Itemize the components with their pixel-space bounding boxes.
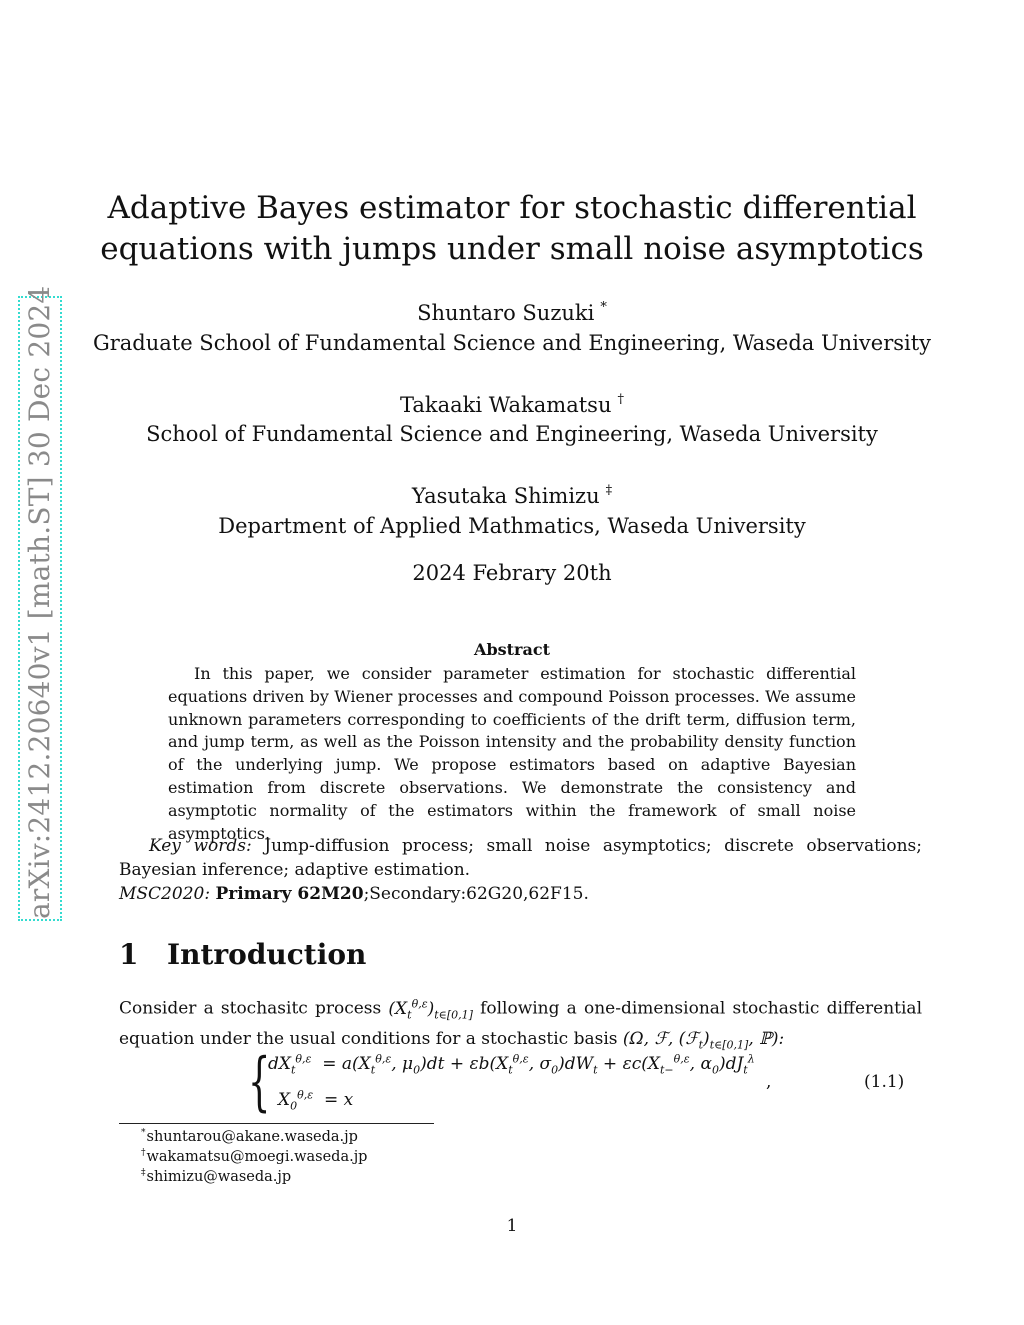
intro-paragraph	[119, 991, 922, 1057]
footnote-email: shuntarou@akane.waseda.jp	[146, 1129, 358, 1145]
author-footnote-mark: *	[600, 300, 607, 315]
footnote-1	[141, 1128, 358, 1145]
paper-title-line-2: equations with jumps under small noise asymptotics	[100, 231, 924, 267]
author-3	[0, 483, 1024, 508]
affiliation-3: Department of Applied Mathmatics, Waseda University	[218, 514, 806, 538]
footnote-mark: ‡	[141, 1168, 146, 1178]
author-footnote-mark: ‡	[605, 483, 613, 498]
author-name: Yasutaka Shimizu	[411, 484, 600, 508]
intro-text-3: equation under the usual conditions for a stochastic basis	[119, 1029, 618, 1050]
affiliation-2: School of Fundamental Science and Engineering, Waseda University	[146, 422, 878, 446]
footnote-2	[141, 1148, 367, 1165]
author-footnote-mark: †	[617, 392, 624, 407]
footnote-email: wakamatsu@moegi.waseda.jp	[146, 1149, 368, 1165]
abstract-body: In this paper, we consider parameter estimation for stochastic differential equations driven by Wiener processes and compound Poisson processes. We assume unknown parameters corresponding to coefficients of the drift term, diffusion term, and jump term, as well as the Poisson intensity and the probability density function of the underlying jump. We propose estimators based on adaptive Bayesian estimation from discrete observations. We demonstrate the consistency and asymptotic normality of the estimators within the framework of small noise asymptotics.	[168, 664, 856, 843]
footnote-email: shimizu@waseda.jp	[146, 1169, 292, 1185]
section-number: 1	[119, 938, 139, 971]
stochastic-basis-symbol: (Ω, ℱ, $(ℱ_t)_{t\in[0,1]}$, ℙ):	[622, 1029, 785, 1052]
msc-classification	[119, 882, 922, 906]
intro-text-2: following a one-dimensional stochastic differential	[480, 998, 923, 1019]
msc-primary: Primary 62M20	[215, 884, 364, 904]
equation-line-1: $dX_t^{\theta,\varepsilon} = a(X_t^{\theta,\varepsilon}$, $\mu_0)dt + \varepsilon b(X_t^{\theta,\varepsilon}$, $\sigma_0)dW_t + \varepsilon c(X_{t-}^{\theta,\varepsilon}$, $\alpha_0)dJ_t^\lambda$	[268, 1052, 755, 1077]
msc-secondary: ;Secondary:62G20,62F15.	[363, 884, 589, 904]
arxiv-stamp	[18, 285, 64, 921]
paper-title-line-1: Adaptive Bayes estimator for stochastic differential	[107, 190, 917, 226]
author-1	[0, 300, 1024, 325]
intro-text-1: Consider a stochasitc process	[119, 998, 382, 1019]
footnote-3	[141, 1168, 291, 1185]
keywords-text: Jump-diffusion process; small noise asymptotics; discrete observations; Bayesian inference; adaptive estimation.	[119, 836, 923, 880]
page-number: 1	[506, 1216, 518, 1236]
equation-number: (1.1)	[864, 1072, 905, 1092]
author-name: Shuntaro Suzuki	[417, 301, 595, 325]
process-symbol: $(X_t^{\theta,\varepsilon})_{t\in[0,1]}$	[388, 997, 473, 1022]
paper-date: 2024 Febrary 20th	[412, 561, 612, 585]
keywords	[119, 834, 922, 882]
footnote-mark: *	[141, 1128, 146, 1138]
author-name: Takaaki Wakamatsu	[400, 393, 612, 417]
equation-comma: ,	[766, 1072, 772, 1092]
abstract-heading: Abstract	[474, 640, 550, 659]
arxiv-stamp-text: arXiv:2412.20640v1 [math.ST] 30 Dec 2024	[18, 296, 62, 921]
section-title: Introduction	[167, 938, 367, 971]
footnote-divider	[119, 1123, 434, 1124]
affiliation-1: Graduate School of Fundamental Science and Engineering, Waseda University	[92, 331, 932, 355]
author-2	[0, 392, 1024, 417]
keywords-label: Key words:	[149, 836, 252, 856]
equation-line-2: $X_0^{\theta,\varepsilon} = x$	[278, 1088, 354, 1113]
equation-brace: {	[248, 1045, 271, 1119]
msc-label: MSC2020:	[119, 884, 211, 904]
footnote-mark: †	[141, 1148, 146, 1158]
section-heading	[119, 938, 366, 971]
